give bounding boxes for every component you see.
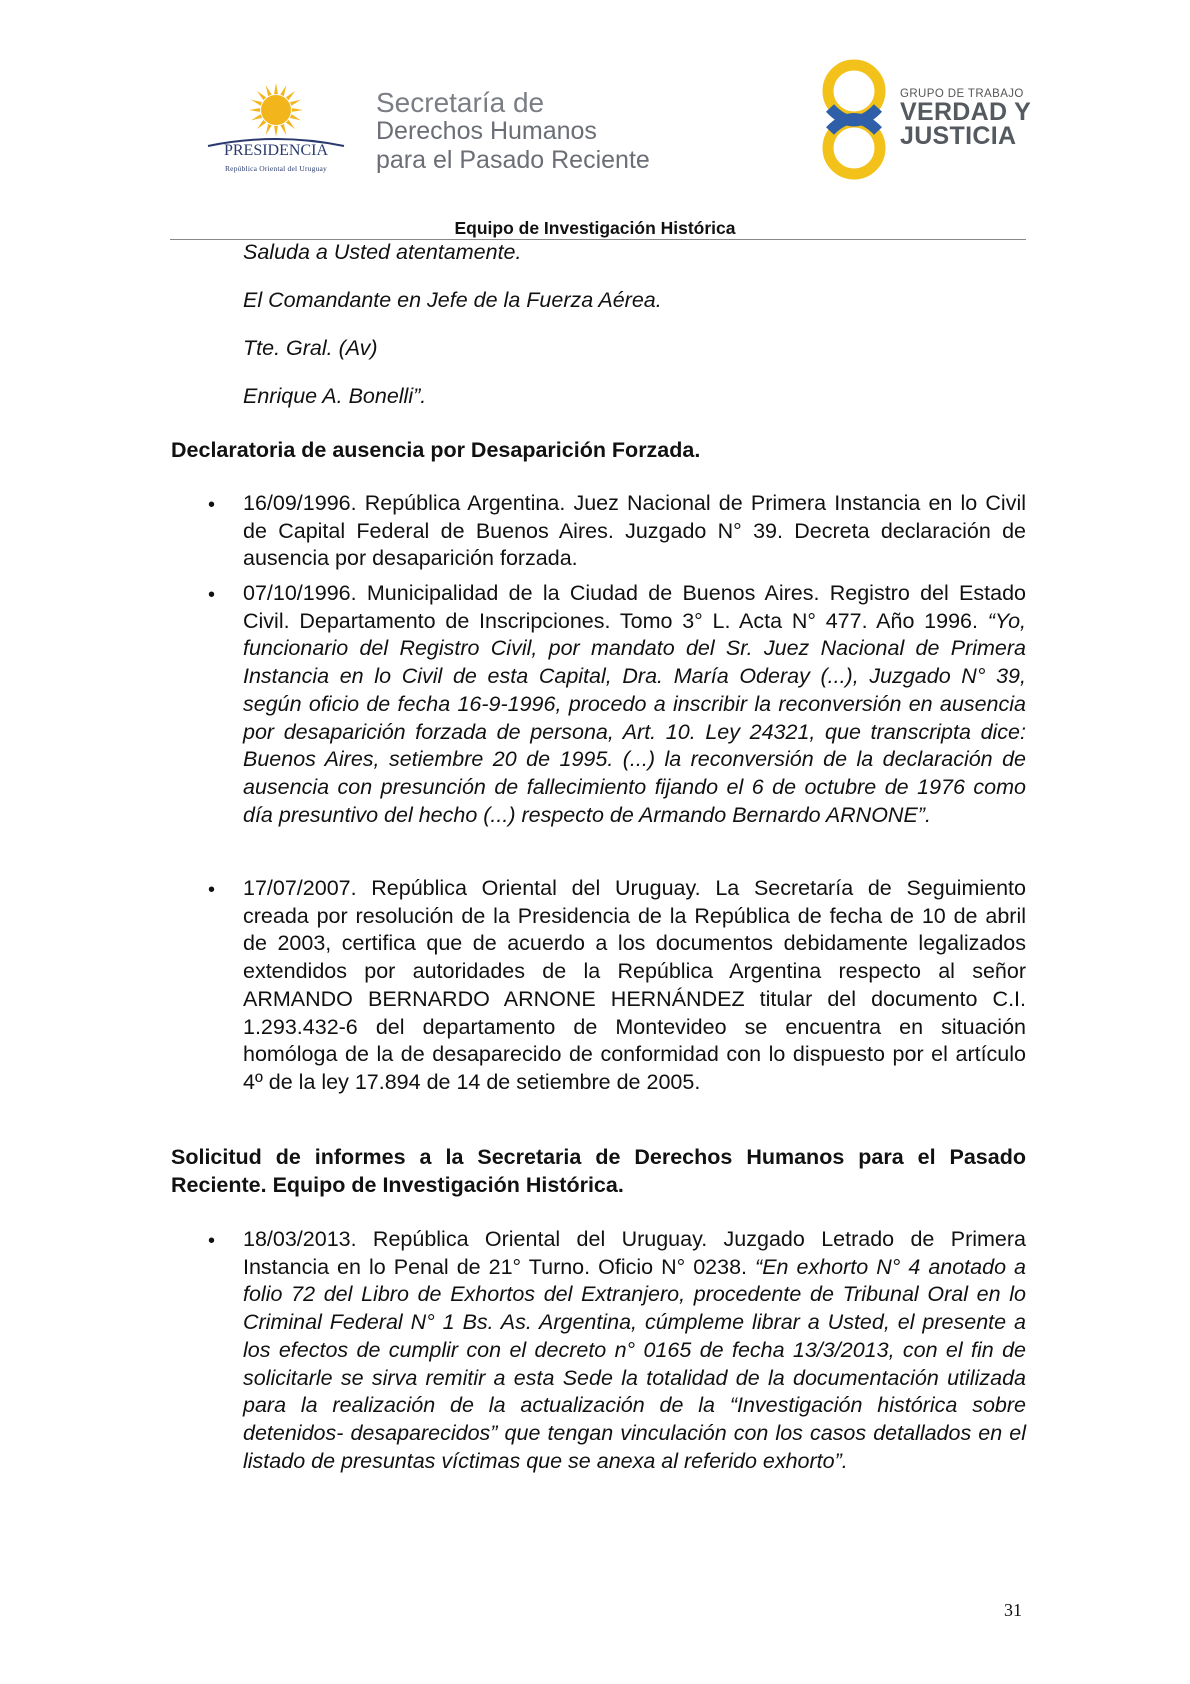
secretaria-line3: para el Pasado Reciente <box>376 146 650 174</box>
presidencia-subtitle: República Oriental del Uruguay <box>224 164 327 173</box>
secretaria-line1: Secretaría de <box>376 87 545 118</box>
list-item <box>243 1226 1026 1475</box>
presidencia-logo <box>196 82 356 182</box>
interlocking-rings-icon <box>816 56 906 184</box>
list-item <box>243 490 1026 573</box>
bullet-icon: • <box>208 1230 216 1252</box>
grupo-line2: JUSTICIA <box>900 122 1017 150</box>
list-item-text: 07/10/1996. Municipalidad de la Ciudad de Buenos Aires. Registro del Estado Civil. Departamento de Inscripciones. Tomo 3° L. Acta N° 477. Año 1996. <box>243 581 1026 633</box>
grupo-line1: VERDAD Y <box>900 98 1032 126</box>
signature-line-1: Saluda a Usted atentamente. <box>243 240 522 264</box>
signature-line-3: Tte. Gral. (Av) <box>243 336 378 360</box>
list-item <box>243 875 1026 1097</box>
bullet-icon: • <box>208 494 216 516</box>
presidencia-name: PRESIDENCIA <box>223 142 328 159</box>
list-item-quote: “En exhorto N° 4 anotado a folio 72 del Libro de Exhortos del Extranjero, procedente de Tribunal Oral en lo Criminal Federal N° 1 Bs. As. Argentina, cúmpleme librar a Usted, el presente a los efectos de cumplir con el decreto n° 0165 de fecha 13/3/2013, con el fin de solicitarle se sirva remitir a esta Sede la totalidad de la documentación utilizada para la realización de la actualización de la “Investigación histórica sobre detenidos- desaparecidos” que tengan vinculación con los casos detallados en el listado de presuntas víctimas que se anexa al referido exhorto”. <box>243 1254 1026 1473</box>
bullet-icon: • <box>208 879 216 901</box>
section-heading-solicitud: Solicitud de informes a la Secretaria de Derechos Humanos para el Pasado Reciente. Equipo de Investigación Histórica. <box>171 1145 1026 1197</box>
secretaria-line2: Derechos Humanos <box>376 117 597 145</box>
secretaria-logo <box>376 88 716 175</box>
list-item-quote: “Yo, funcionario del Registro Civil, por mandato del Sr. Juez Nacional de Primera Instancia en lo Civil de esta Capital, Dra. María Oderay (...), Juzgado N° 39, según oficio de fecha 16-9-1996, procedo a inscribir la reconversión en ausencia por desaparición forzada de persona, Art. 10. Ley 24321, que transcripta dice: Buenos Aires, setiembre 20 de 1995. (...) la reconversión de la declaración de ausencia con presunción de fallecimiento fijando el 6 de octubre de 1976 como día presuntivo del hecho (...) respecto de Armando Bernardo ARNONE”. <box>243 608 1026 827</box>
verdad-justicia-text <box>900 88 1031 148</box>
list-item <box>243 580 1026 829</box>
team-title: Equipo de Investigación Histórica <box>454 218 736 238</box>
signature-line-4: Enrique A. Bonelli”. <box>243 384 427 408</box>
list-item-text: 17/07/2007. República Oriental del Uruguay. La Secretaría de Seguimiento creada por resolución de la Presidencia de la República de fecha de 10 de abril de 2003, certifica que de acuerdo a los documentos debidamente legalizados extendidos por autoridades de la República Argentina respecto al señor ARMANDO BERNARDO ARNONE HERNÁNDEZ titular del documento C.I. 1.293.432-6 del departamento de Montevideo se encuentra en situación homóloga de la de desaparecido de conformidad con lo dispuesto por el artículo 4º de la ley 17.894 de 14 de setiembre de 2005. <box>243 876 1026 1094</box>
grupo-label: GRUPO DE TRABAJO <box>900 88 1024 100</box>
page-number: 31 <box>1004 1600 1022 1620</box>
list-item-text: 18/03/2013. República Oriental del Uruguay. Juzgado Letrado de Primera Instancia en lo Penal de 21° Turno. Oficio N° 0238. <box>243 1227 1026 1279</box>
signature-line-2: El Comandante en Jefe de la Fuerza Aérea. <box>243 288 662 312</box>
section-heading-declaratoria: Declaratoria de ausencia por Desaparición Forzada. <box>171 438 701 462</box>
list-item-text: 16/09/1996. República Argentina. Juez Nacional de Primera Instancia en lo Civil de Capital Federal de Buenos Aires. Juzgado N° 39. Decreta declaración de ausencia por desaparición forzada. <box>243 491 1026 571</box>
bullet-icon: • <box>208 584 216 606</box>
